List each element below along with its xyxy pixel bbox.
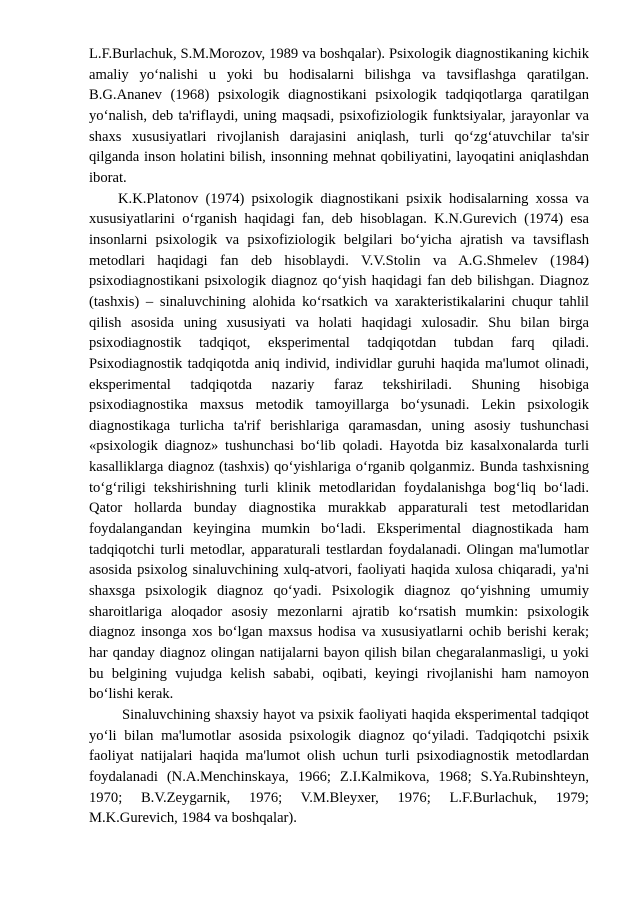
- document-page: [89, 44, 589, 829]
- paragraph-methods-references: Sinaluvchining shaxsiy hayot va psixik faoliyati haqida eksperimental tadqiqot yo‘li bilan ma'lumotlar asosida psixologik diagnoz qo‘yiladi. Tadqiqotchi psixik faoliyat natijalari haqida ma'lumot olish uchun turli psixodiagnostik metodlardan foydalanadi (N.A.Menchinskaya, 1966; Z.I.Kalmikova, 1968; S.Ya.Rubinshteyn, 1970; B.V.Zeygarnik, 1976; V.M.Bleyxer, 1976; L.F.Burlachuk, 1979; M.K.Gurevich, 1984 va boshqalar).: [89, 707, 589, 827]
- paragraph-diagnosis-concept: K.K.Platonov (1974) psixologik diagnostikani psixik hodisalarning xossa va xususiyatlarini o‘rganish haqidagi fan, deb hisoblagan. K.N.Gurevich (1974) esa insonlarni psixologik va psixofiziologik belgilari bo‘yicha ajratish va tavsiflash metodlari haqidagi fan deb hisoblaydi. V.V.Stolin va A.G.Shmelev (1984) psixodiagnostikani psixologik diagnoz qo‘yish haqidagi fan deb bilishgan. Diagnoz (tashxis) – sinaluvchining alohida ko‘rsatkich va xarakteristikalarini chuqur tahlil qilish asosida uning xususiyati va holati haqidagi xulosadir. Shu bilan birga psixodiagnostik tadqiqot, eksperimental tadqiqotdan tubdan farq qiladi. Psixodiagnostik tadqiqotda aniq individ, individlar guruhi haqida ma'lumot olinadi, eksperimental tadqiqotda nazariy faraz tekshiriladi. Shuning hisobiga psixodiagnostika maxsus metodik tamoyillarga bo‘ysunadi. Lekin psixologik diagnostikaga turlicha ta'rif berishlariga qaramasdan, uning asosiy tushunchasi «psixologik diagnoz» tushunchasi bo‘lib qoladi. Hayotda biz kasalxonalarda turli kasalliklarga diagnoz (tashxis) qo‘yishlariga o‘rganib qolganmiz. Bunda tashxisning to‘g‘riligi tekshirishning turli klinik metodlaridan foydalanishga bog‘liq bo‘ladi. Qator hollarda bunday diagnostika murakkab apparaturali test metodlaridan foydalangandan keyingina mumkin bo‘ladi. Eksperimental diagnostikada ham tadqiqotchi turli metodlar, apparaturali testlardan foydalanadi. Olingan ma'lumotlar asosida psixolog sinaluvchining xulq-atvori, faoliyati haqida xulosa chiqaradi, ya'ni shaxsga psixologik diagnoz qo‘yadi. Psixologik diagnoz qo‘yishning umumiy sharoitlariga aloqador asosiy mezonlarni ajratib ko‘rsatish mumkin: psixologik diagnoz insonga xos bo‘lgan maxsus hodisa va xususiyatlarni ochib berishi kerak; har qanday diagnoz olingan natijalarni bayon qilish bilan chegaralanmasligi, u yoki bu belgining vujudga kelish sababi, oqibati, keyingi rivojlanishi ham namoyon bo‘lishi kerak.: [89, 190, 589, 703]
- paragraph-definitions-intro: L.F.Burlachuk, S.M.Morozov, 1989 va boshqalar). Psixologik diagnostikaning kichik amaliy yo‘nalishi u yoki bu hodisalarni bilishga va tavsiflashga qaratilgan. B.G.Ananev (1968) psixologik diagnostikani psixologik tadqiqotlarga qaratilgan yo‘nalish, deb ta'riflaydi, uning maqsadi, psixofiziologik funktsiyalar, jarayonlar va shaxs xususiyatlari rivojlanish darajasini aniqlash, turli qo‘zg‘atuvchilar ta'sir qilganda inson holatini bilish, insonning mehnat qobiliyatini, layoqatini aniqlashdan iborat.: [89, 46, 589, 186]
